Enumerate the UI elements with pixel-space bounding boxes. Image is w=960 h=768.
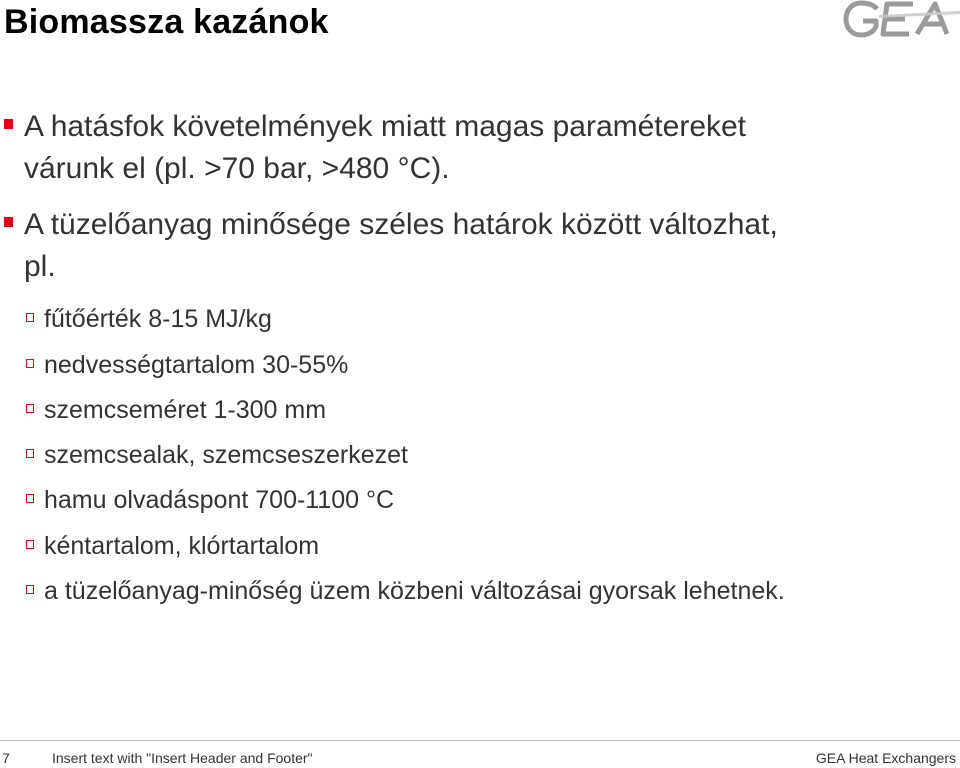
sub-bullet-marker-icon <box>26 449 34 458</box>
sub-bullet-text: hamu olvadáspont 700-1100 °C <box>44 486 395 514</box>
gea-logo <box>843 0 960 38</box>
footer-company: GEA Heat Exchangers <box>815 750 956 766</box>
sub-bullet-text: a tüzelőanyag-minőség üzem közbeni változásai gyorsak lehetnek. <box>44 577 785 605</box>
sub-bullet-text: szemcsealak, szemcseszerkezet <box>44 441 409 469</box>
sub-bullet-item <box>44 575 954 607</box>
sub-bullet-item <box>44 303 954 335</box>
sub-bullet-item <box>44 484 954 516</box>
sub-bullet-marker-icon <box>26 494 34 503</box>
sub-bullet-marker-icon <box>26 540 34 549</box>
sub-bullet-marker-icon <box>26 359 34 368</box>
sub-bullet-text: kéntartalom, klórtartalom <box>44 532 320 560</box>
bullet-text: pl. <box>24 250 56 283</box>
slide-title: Biomassza kazánok <box>4 3 329 41</box>
sub-bullet-marker-icon <box>26 404 34 413</box>
sub-bullet-item <box>44 394 954 426</box>
page-number: 7 <box>2 750 10 766</box>
sub-bullet-marker-icon <box>26 313 34 322</box>
sub-bullet-item <box>44 349 954 381</box>
bullet-item <box>24 106 944 148</box>
sub-bullet-text: fűtőérték 8-15 MJ/kg <box>44 305 272 333</box>
sub-bullet-text: szemcseméret 1-300 mm <box>44 396 327 424</box>
sub-bullet-text: nedvességtartalom 30-55% <box>44 351 349 379</box>
bullet-text: várunk el (pl. >70 bar, >480 °C). <box>24 152 450 185</box>
sub-bullet-item <box>44 439 954 471</box>
bullet-text: A hatásfok követelmények miatt magas paramétereket <box>24 110 747 143</box>
footer-divider <box>0 740 960 741</box>
bullet-text: A tüzelőanyag minősége széles határok között változhat, <box>24 208 778 241</box>
bullet-marker-icon <box>4 217 13 227</box>
bullet-item-continuation <box>24 148 944 190</box>
sub-bullet-item <box>44 530 954 562</box>
bullet-item <box>24 204 944 246</box>
bullet-item-continuation <box>24 246 944 288</box>
footer-text: Insert text with "Insert Header and Footer" <box>52 750 313 766</box>
bullet-marker-icon <box>4 119 13 129</box>
sub-bullet-marker-icon <box>26 585 34 594</box>
